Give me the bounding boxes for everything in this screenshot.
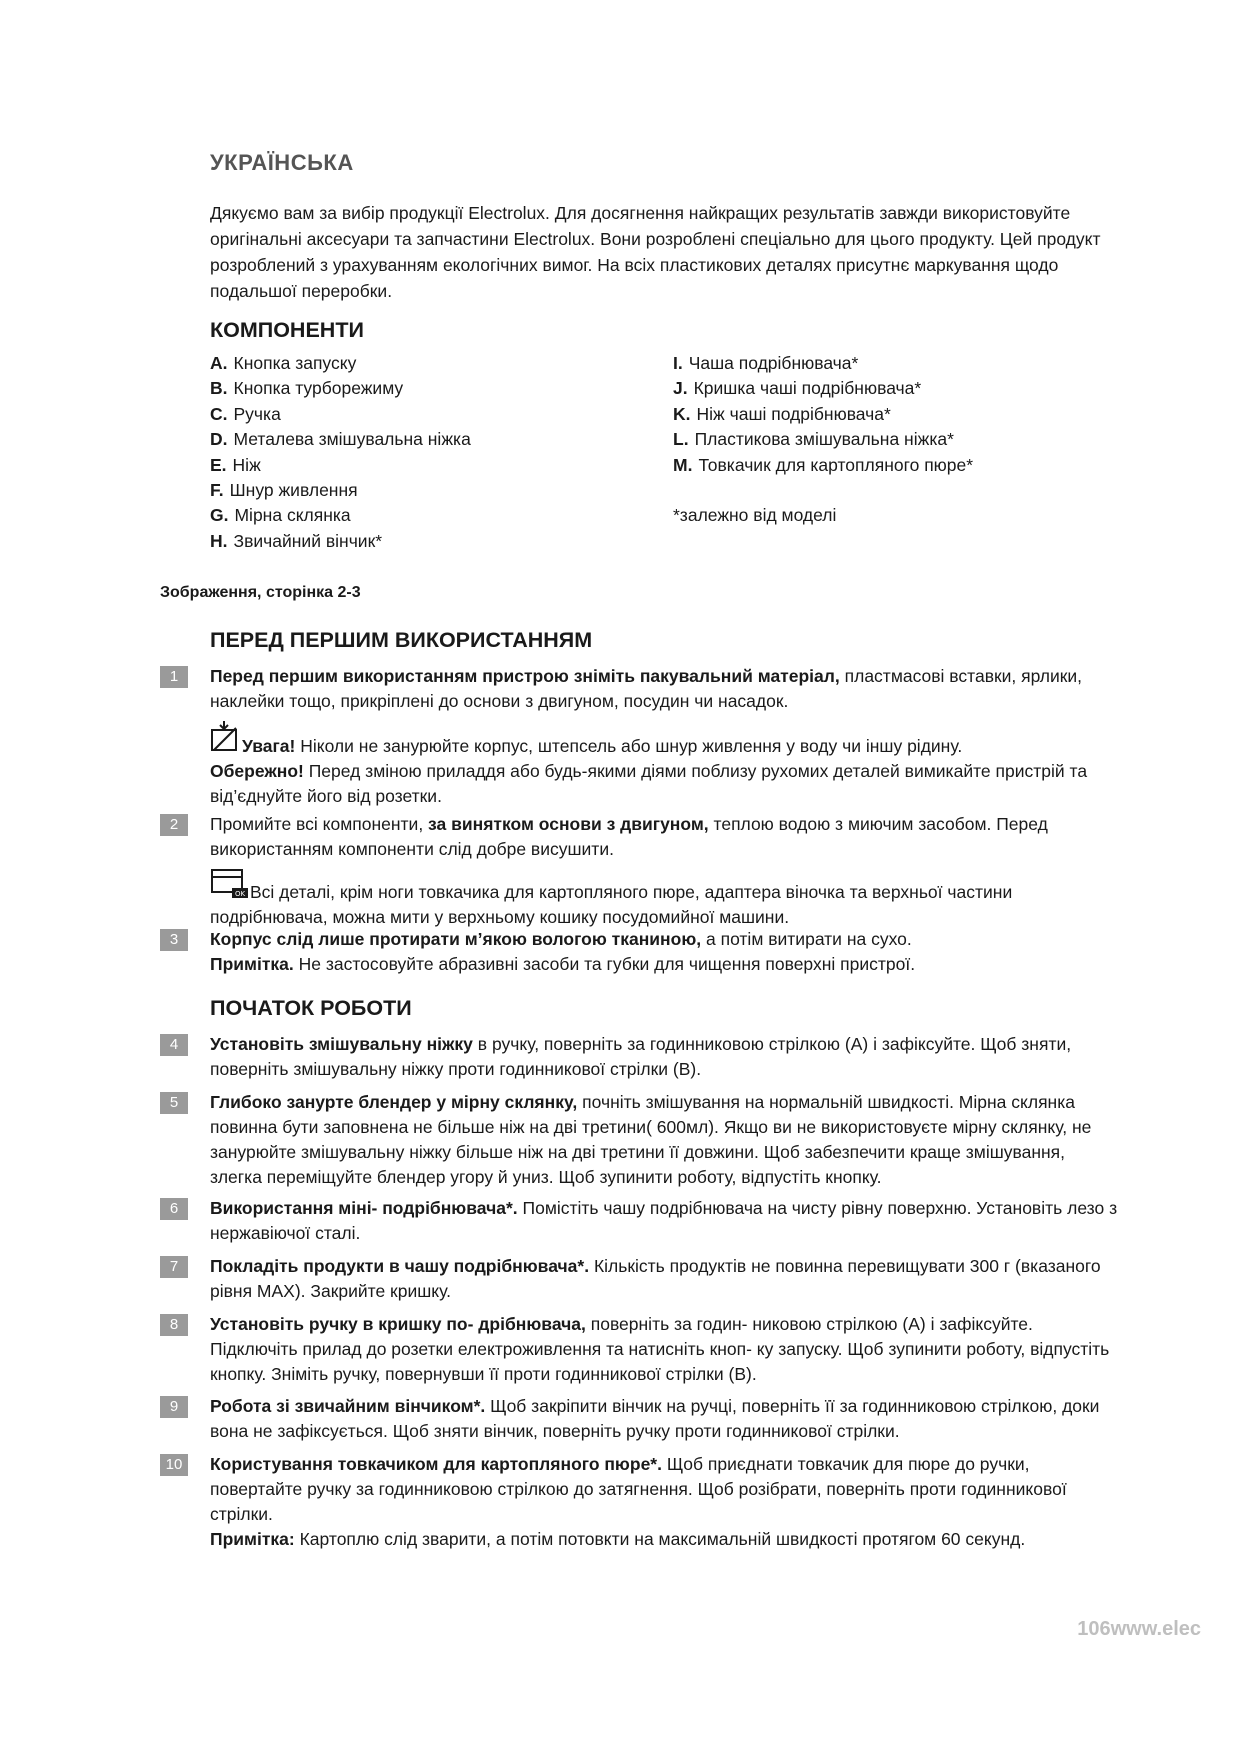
step-text: Робота зі звичайним вінчиком*. Щоб закріпити вінчик на ручці, поверніть її за годинниковою стрілкою, доки вона не зафіксується. Щоб зняти вінчик, поверніть ручку проти годинникової стрілки. (210, 1396, 1100, 1441)
step-number: 1 (160, 666, 188, 688)
components-footnote: *залежно від моделі (673, 505, 837, 526)
step-text: Установіть ручку в кришку по- дрібнювача, поверніть за годин- никовою стрілкою (A) і зафіксуйте. Підключіть прилад до розетки електроживлення та натисніть кноп- ку запуску. Щоб зупинити роботу, відпустіть кнопку. Зніміть ручку, повернувши її проти годинникової стрілки (B). (210, 1314, 1110, 1384)
step-text: Використання міні- подрібнювача*. Помістіть чашу подрібнювача на чисту рівну поверхню. Установіть лезо з нержавіючої сталі. (210, 1198, 1118, 1243)
list-item: M. Товкачик для картопляного пюре* (673, 454, 974, 475)
list-item: B. Кнопка турборежиму (210, 378, 404, 399)
step-number: 6 (160, 1198, 188, 1220)
step-number: 10 (160, 1454, 188, 1476)
list-item: C. Ручка (210, 403, 281, 424)
page-footer: 106www.elec (1077, 1618, 1201, 1640)
step-number: 7 (160, 1256, 188, 1278)
step-number: 9 (160, 1396, 188, 1418)
dishwasher-safe-icon (210, 868, 248, 905)
components-list-right (673, 351, 973, 528)
step-9 (160, 1394, 1120, 1444)
step-number: 3 (160, 929, 188, 951)
step-text: Установіть змішувальну ніжку в ручку, поверніть за годинниковою стрілкою (A) і зафіксуйте. Щоб зняти, поверніть змішувальну ніжку проти годинникової стрілки (B). (210, 1034, 1072, 1079)
list-item: L. Пластикова змішувальна ніжка* (673, 429, 954, 450)
step-text: Промийте всі компоненти, за винятком основи з двигуном, теплою водою з миючим засобом. Перед використанням компоненти слід добре висушити. (210, 814, 1048, 859)
list-item: G. Мірна склянка (210, 505, 351, 526)
language-title: УКРАЇНСЬКА (210, 150, 354, 175)
components-heading: КОМПОНЕНТИ (210, 318, 364, 342)
list-item: E. Ніж (210, 454, 261, 475)
figure-reference: Зображення, сторінка 2-3 (160, 584, 361, 601)
list-item: J. Кришка чаші подрібнювача* (673, 378, 922, 399)
step-number: 8 (160, 1314, 188, 1336)
list-item: F. Шнур живлення (210, 480, 358, 501)
step-text: Покладіть продукти в чашу подрібнювача*. Кількість продуктів не повинна перевищувати 300 г (вказаного рівня MAX). Закрийте кришку. (210, 1256, 1101, 1301)
dishwasher-note: OK Всі деталі, крім ноги товкачика для картопляного пюре, адаптера віночка та верхньої частини подрібнювача, можна мити у верхньому кошику посудомийної машини. (210, 868, 1120, 930)
step-1 (160, 664, 1120, 809)
step-5 (160, 1090, 1120, 1190)
step-7 (160, 1254, 1120, 1304)
step-text: Перед першим використанням пристрою зніміть пакувальний матеріал, пластмасові вставки, ярлики, наклейки тощо, прикріплені до основи з двигуном, посудин чи насадок. (210, 666, 1083, 711)
step-number: 5 (160, 1092, 188, 1114)
list-item: I. Чаша подрібнювача* (673, 353, 859, 373)
getting-started-heading: ПОЧАТОК РОБОТИ (210, 996, 412, 1020)
step-4 (160, 1032, 1120, 1082)
step-number: 4 (160, 1034, 188, 1056)
list-item: D. Металева змішувальна ніжка (210, 429, 471, 450)
before-first-use-heading: ПЕРЕД ПЕРШИМ ВИКОРИСТАННЯМ (210, 628, 593, 652)
step-2 (160, 812, 1120, 930)
warning-note: Увага! Ніколи не занурюйте корпус, штепсель або шнур живлення у воду чи іншу рідину. Обережно! Перед зміною приладдя або будь-якими діями поблизу рухомих деталей вимикайте пристрій та від’єднуйте його від розетки. (210, 720, 1120, 809)
step-8 (160, 1312, 1120, 1387)
list-item: A. Кнопка запуску (210, 353, 357, 373)
step-6 (160, 1196, 1120, 1246)
step-text: Корпус слід лише протирати м’якою вологою тканиною, а потім витирати на сухо. Примітка. Не застосовуйте абразивні засоби та губки для чищення поверхні пристрої. (210, 929, 916, 974)
step-text: Користування товкачиком для картопляного пюре*. Щоб приєднати товкачик для пюре до ручки, повертайте ручку за годинниковою стрілкою до затягнення. Щоб розібрати, поверніть проти годинникової стрілки. Примітка: Картоплю слід зварити, а потім потовкти на максимальній швидкості протягом 60 секунд. (210, 1454, 1067, 1549)
step-number: 2 (160, 814, 188, 836)
step-text: Глибоко занурте блендер у мірну склянку, почніть змішування на нормальній швидкості. Мірна склянка повинна бути заповнена не більше ніж на дві третини( 600мл). Якщо ви не використовуєте мірну склянку, не занурюйте змішувальну ніжку більше ніж на дві третини її довжини. Щоб забезпечити краще змішування, злегка переміщуйте блендер угору й униз. Щоб зупинити роботу, відпустіть кнопку. (210, 1092, 1092, 1187)
intro-paragraph: Дякуємо вам за вибір продукції Electrolux. Для досягнення найкращих результатів завжди використовуйте оригінальні аксесуари та запчастини Electrolux. Вони розроблені спеціально для цього продукту. Цей продукт розроблений з урахуванням екологічних вимог. На всіх пластикових деталях присутнє маркування щодо подальшої переробки. (210, 203, 1101, 301)
list-item: H. Звичайний вінчик* (210, 530, 383, 551)
components-list-left (210, 351, 471, 554)
svg-text:OK: OK (234, 890, 246, 898)
list-item: K. Ніж чаші подрібнювача* (673, 403, 891, 424)
step-10 (160, 1452, 1120, 1552)
warning-immersion-icon (210, 720, 240, 759)
step-3 (160, 927, 1120, 977)
